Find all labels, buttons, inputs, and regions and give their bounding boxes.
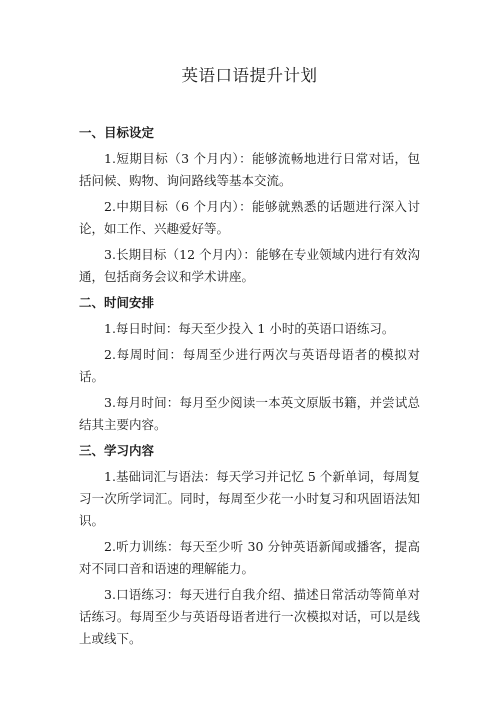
- section-heading: 三、学习内容: [79, 443, 155, 458]
- paragraph: 3.长期目标（12 个月内）：能够在专业领域内进行有效沟通，包括商务会议和学术讲座。: [79, 247, 420, 284]
- section-schedule: [79, 292, 420, 436]
- section-content: [79, 440, 420, 650]
- paragraph: 2.中期目标（6 个月内）：能够就熟悉的话题进行深入讨论，如工作、兴趣爱好等。: [79, 199, 420, 236]
- section-heading: 一、目标设定: [79, 125, 155, 140]
- section-heading: 二、时间安排: [79, 295, 155, 310]
- paragraph: 1.基础词汇与语法：每天学习并记忆 5 个新单词，每周复习一次所学词汇。同时，每周至少花一小时复习和巩固语法知识。: [79, 469, 420, 528]
- paragraph: 3.每月时间：每月至少阅读一本英文原版书籍，并尝试总结其主要内容。: [79, 395, 420, 432]
- document-title: 英语口语提升计划: [181, 66, 318, 85]
- paragraph: 1.每日时间：每天至少投入 1 小时的英语口语练习。: [104, 321, 395, 336]
- paragraph: 3.口语练习：每天进行自我介绍、描述日常活动等简单对话练习。每周至少与英语母语者进行一次模拟对话，可以是线上或线下。: [79, 587, 420, 646]
- section-goals: [79, 122, 420, 288]
- paragraph: 2.每周时间：每周至少进行两次与英语母语者的模拟对话。: [79, 347, 420, 384]
- paragraph: 2.听力训练：每天至少听 30 分钟英语新闻或播客，提高对不同口音和语速的理解能力。: [79, 539, 420, 576]
- paragraph: 1.短期目标（3 个月内）：能够流畅地进行日常对话，包括问候、购物、询问路线等基本交流。: [79, 151, 420, 188]
